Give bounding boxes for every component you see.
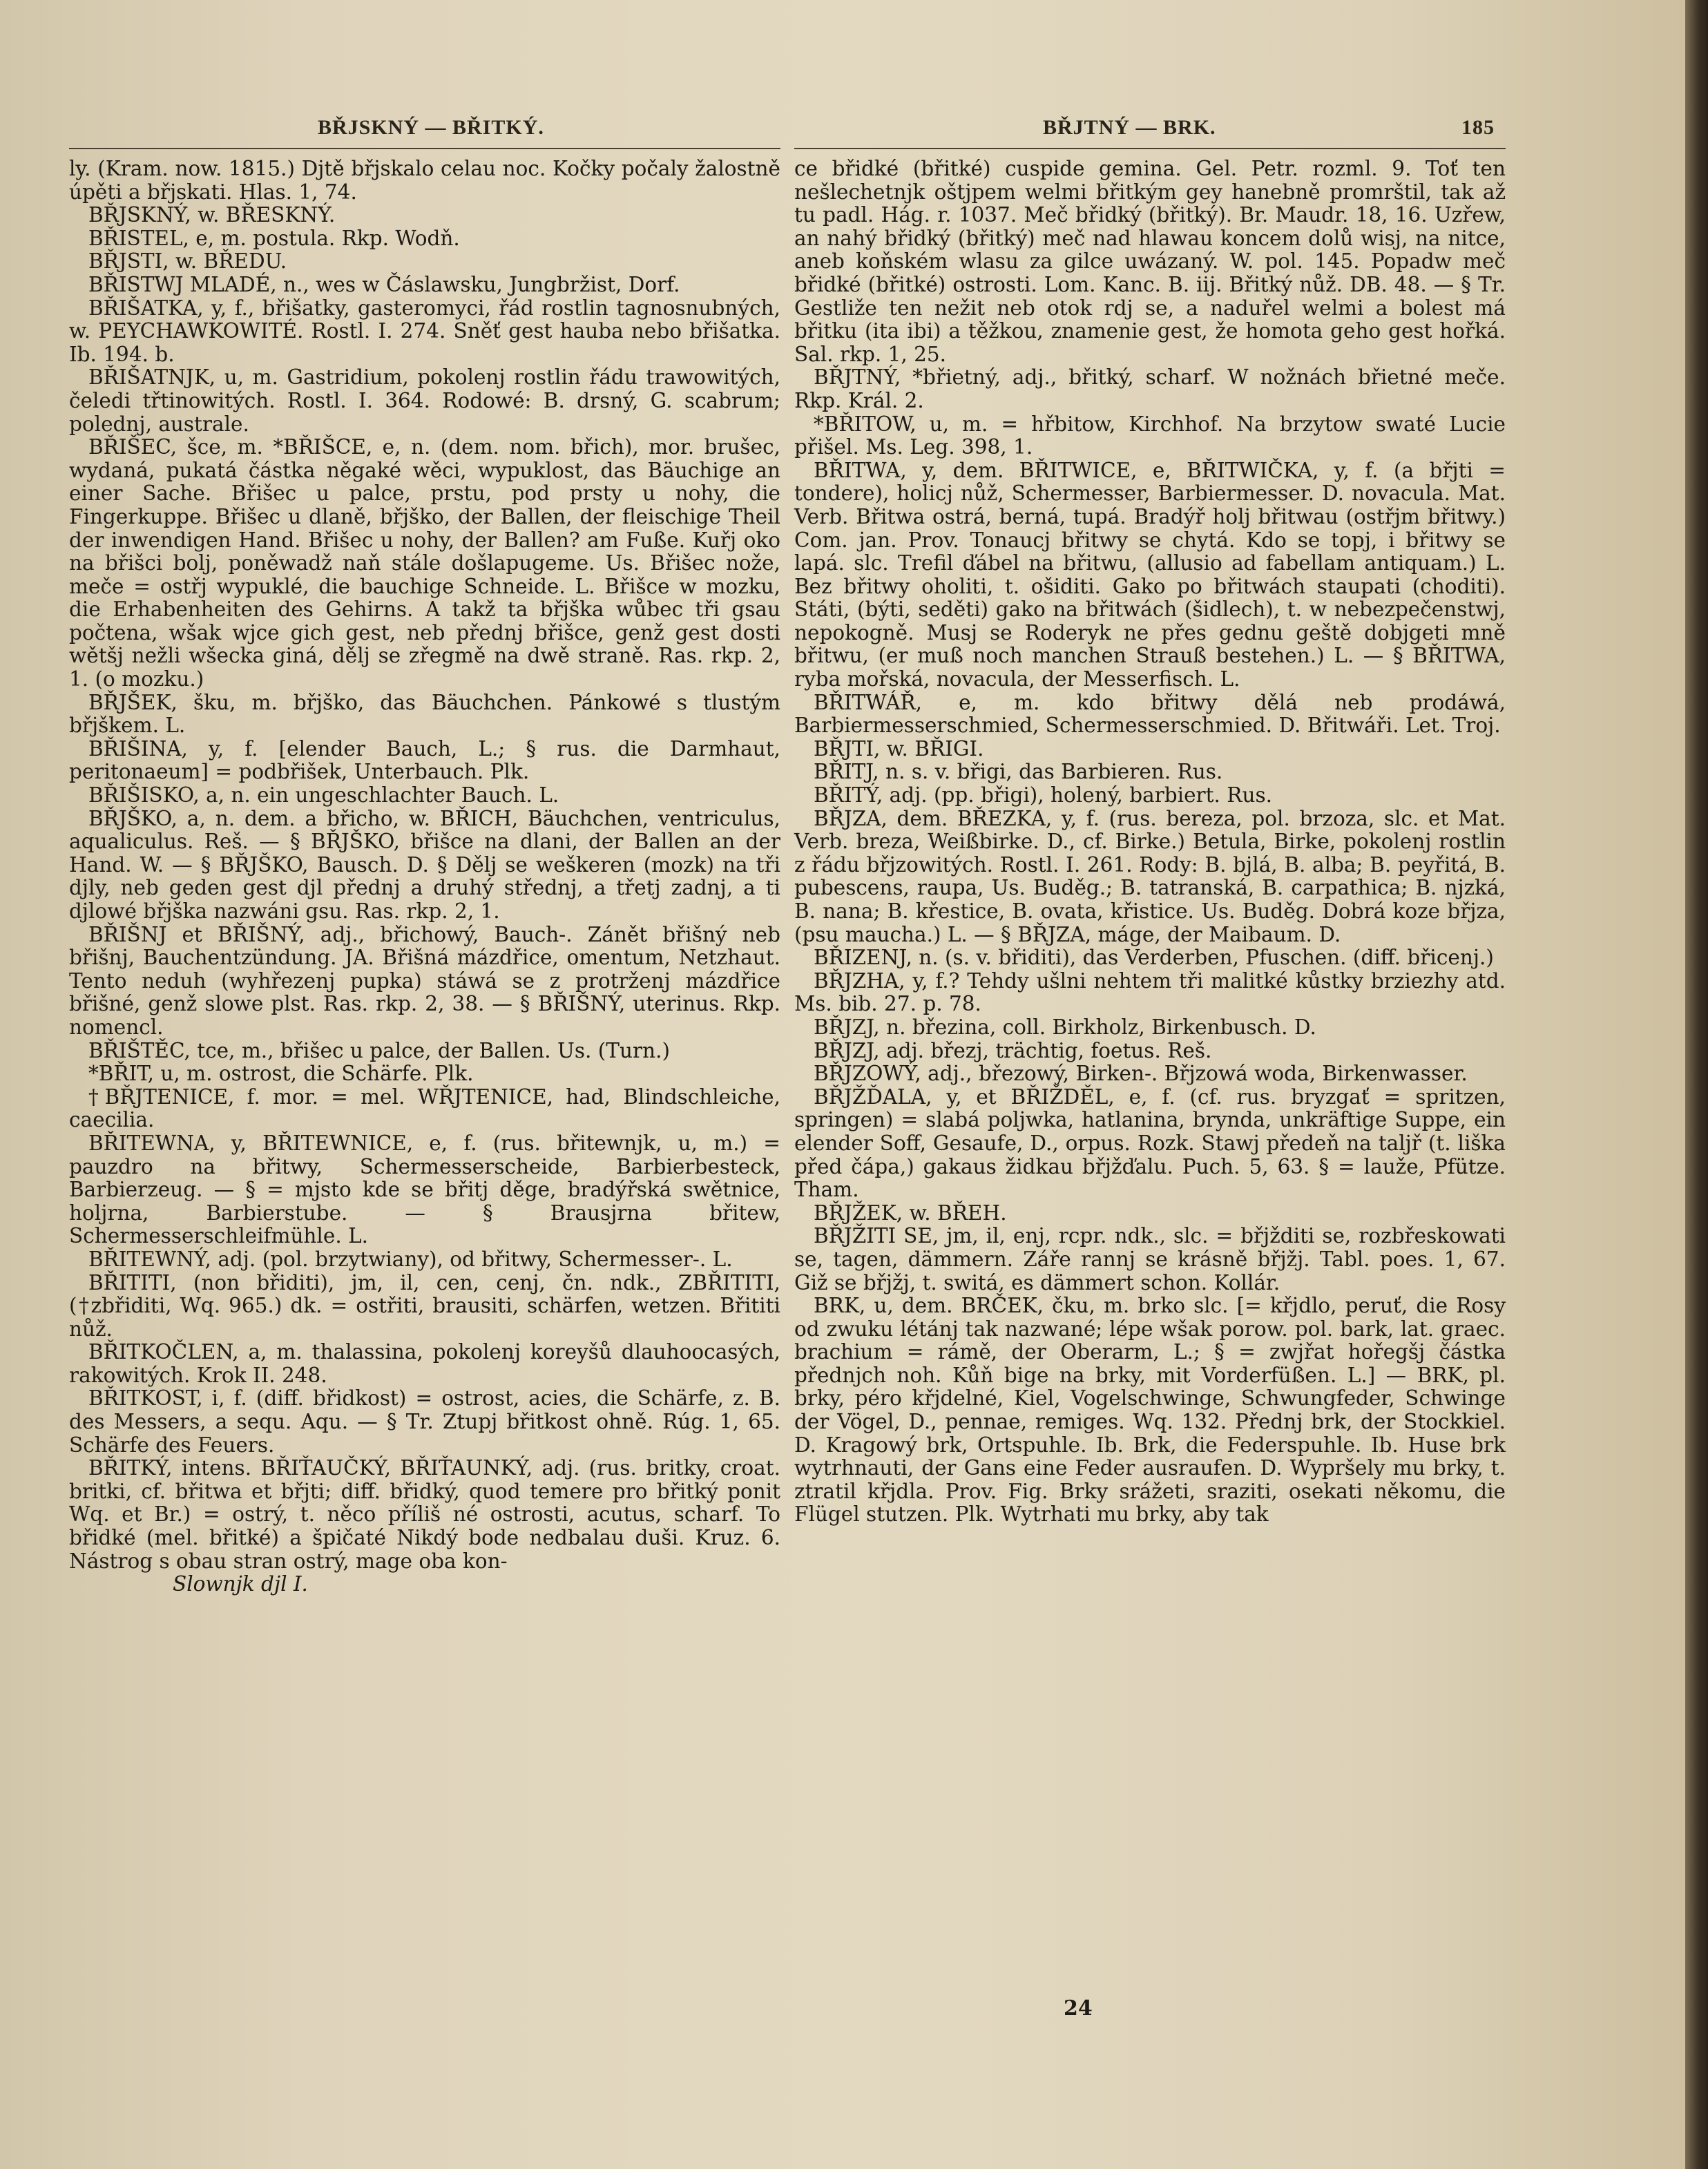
entry: BŘJSTI, w. BŘEDU. (88, 249, 287, 274)
entry: BŘISTEL, e, m. postula. Rkp. Wodň. (88, 226, 460, 250)
signature-mark: 24 (1064, 1996, 1093, 2020)
entry: BŘITJ, n. s. v. břigi, das Barbieren. Rus. (814, 760, 1223, 784)
entry: BŘITEWNA, y, BŘITEWNICE, e, f. (rus. břitewnjk, u, m.) = pauzdro na břitwy, Schermesserscheide, Barbierbesteck, Barbierzeug. — § = mjsto kde se břitj děge, bradýřská swětnice, holjrna, Barbierstube. — § Brausjrna břitew, Schermesserschleifmühle. L. (69, 1131, 780, 1248)
entry: BŘITKOČLEN, a, m. thalassina, pokolenj koreyšů dlauhoocasých, rakowitých. Krok II. 248. (69, 1340, 780, 1387)
entry: BŘISTWJ MLADÉ, n., wes w Čáslawsku, Jungbržist, Dorf. (88, 272, 680, 296)
header-rule-right (794, 148, 1506, 149)
volume-signature: Slownjk djl I. (173, 1572, 308, 1596)
right-column (794, 157, 1506, 1527)
entry: BŘITKÝ, intens. BŘIŤAUČKÝ, BŘIŤAUNKÝ, adj. (rus. britky, croat. britki, cf. břitwa et břjti; diff. břidký, quod temere pro břitký ponit Wq. et Br.) = ostrý, t. něco příliš né ostrosti, acutus, scharf. To břidké (mel. břitké) a špičaté Nikdý bode nedbalau duši. Kruz. 6. Nástrog s obau stran ostrý, mage oba kon- (69, 1456, 780, 1573)
entry: BŘJZHA, y, f.? Tehdy ušlni nehtem tři malitké kůstky brziezhy atd. Ms. bib. 27. p. 78. (794, 968, 1506, 1016)
entry: *BŘIT, u, m. ostrost, die Schärfe. Plk. (88, 1062, 474, 1086)
entry: BŘJTI, w. BŘIGI. (814, 736, 984, 761)
entry: BŘJTNÝ, *břietný, adj., břitký, scharf. W nožnách břietné meče. Rkp. Král. 2. (794, 365, 1506, 412)
entry: BŘJŠEK, šku, m. břjško, das Bäuchchen. Pánkowé s tlustým břjškem. L. (69, 690, 780, 738)
entry: BŘIŠNJ et BŘIŠNÝ, adj., břichowý, Bauch-. Zánět břišný neb břišnj, Bauchentzündung. JA. Břišná mázdřice, omentum, Netzhaut. Tento neduh (wyhřezenj pupka) stáwá se z protrženj mázdřice břišné, genž slowe plst. Ras. rkp. 2, 38. — § BŘIŠNÝ, uterinus. Rkp. nomencl. (69, 922, 780, 1039)
left-column (69, 157, 780, 1596)
entry: BŘIŠTĚC, tce, m., břišec u palce, der Ballen. Us. (Turn.) (88, 1038, 670, 1062)
entry: BŘITWÁŘ, e, m. kdo břitwy dělá neb prodáwá, Barbiermesserschmied, Schermesserschmied. D. Břitwáři. Let. Troj. (794, 690, 1506, 738)
entry: †BŘJTENICE, f. mor. = mel. WŘJTENICE, had, Blindschleiche, caecilia. (69, 1084, 780, 1132)
entry: BŘJZJ, n. březina, coll. Birkholz, Birkenbusch. D. (814, 1015, 1316, 1039)
header-left: BŘJSKNÝ — BŘITKÝ. (318, 116, 544, 139)
entry: BŘITITI, (non břiditi), jm, il, cen, cenj, čn. ndk., ZBŘITITI, (†zbřiditi, Wq. 965.) dk. = ostřiti, brausiti, schärfen, wetzen. Břititi nůž. (69, 1270, 780, 1341)
entry: *BŘITOW, u, m. = hřbitow, Kirchhof. Na brzytow swaté Lucie přišel. Ms. Leg. 398, 1. (794, 412, 1506, 459)
entry: BŘITKOST, i, f. (diff. břidkost) = ostrost, acies, die Schärfe, z. B. des Messers, a sequ. Aqu. — § Tr. Ztupj břitkost ohně. Rúg. 1, 65. Schärfe des Feuers. (69, 1386, 780, 1457)
entry: BŘJŽITI SE, jm, il, enj, rcpr. ndk., slc. = břjžditi se, rozbřeskowati se, tagen, dämmern. Záře rannj se krásně břjžj. Tabl. poes. 1, 67. Giž se břjžj, t. switá, es dämmert schon. Kollár. (794, 1224, 1506, 1294)
entry: BŘJZOWÝ, adj., březowý, Birken-. Břjzowá woda, Birkenwasser. (814, 1062, 1468, 1086)
entry: BRK, u, dem. BRČEK, čku, m. brko slc. [= křjdlo, peruť, die Rosy od zwuku létánj tak nazwané; lépe wšak porow. pol. bark, lat. graec. brachium = rámě, der Oberarm, L.; § = zwjřat hořegšj částka přednjch noh. Kůň bige na brky, mit Vorderfüßen. L.] — BRK, pl. brky, péro křjdelné, Kiel, Vogelschwinge, Schwungfeder, Schwinge der Vögel, D., pennae, remiges. Wq. 132. Přednj brk, der Stockkiel. D. Kragowý brk, Ortspuhle. Ib. Brk, die Federspuhle. Ib. Huse brk wytrhnauti, der Gans eine Feder ausraufen. D. Wypršely mu brky, t. ztratil křjdla. Prov. Fig. Brky srážeti, sraziti, osekati někomu, die Flügel stutzen. Plk. Wytrhati mu brky, aby tak (794, 1294, 1506, 1527)
entry: BŘJŽĎALA, y, et BŘIŽDĚL, e, f. (cf. rus. bryzgať = spritzen, springen) = slabá poljwka, hatlanina, brynda, unkräftige Suppe, ein elender Soff, Gesaufe, D., orpus. Rozk. Stawj předeň na taljř (t. liška před čápa,) gakaus židkau břjžďalu. Puch. 5, 63. § = lauže, Pfütze. Tham. (794, 1084, 1506, 1202)
book-edge (1685, 0, 1708, 2169)
entry: BŘIŠATKA, y, f., břišatky, gasteromyci, řád rostlin tagnosnubných, w. PEYCHAWKOWITÉ. Rostl. I. 274. Sněť gest hauba nebo břišatka. Ib. 194. b. (69, 296, 780, 366)
entry: BŘIŠINA, y, f. [elender Bauch, L.; § rus. die Darmhaut, peritonaeum] = podbřišek, Unterbauch. Plk. (69, 736, 780, 784)
entry: BŘJŠKO, a, n. dem. a břicho, w. BŘICH, Bäuchchen, ventriculus, aqualiculus. Reš. — § BŘJŠKO, břišce na dlani, der Ballen an der Hand. W. — § BŘJŠKO, Bausch. D. § Dělj se weškeren (mozk) na tři djly, neb geden gest djl přednj a druhý střednj, a třetj zadnj, a ti djlowé břjška nazwáni gsu. Ras. rkp. 2, 1. (69, 806, 780, 923)
entry: BŘJZJ, adj. březj, trächtig, foetus. Reš. (814, 1038, 1212, 1062)
header-rule-left (69, 148, 780, 149)
entry: BŘIŠEC, šce, m. *BŘIŠCE, e, n. (dem. nom. břich), mor. brušec, wydaná, pukatá částka něgaké wěci, wypuklost, das Bäuchige an einer Sache. Břišec u palce, prstu, pod prsty u nohy, die Fingerkuppe. Břišec u dlaně, břjško, der Ballen, der fleischige Theil der inwendigen Hand. Břišec u nohy, der Ballen? am Fuße. Kuřj oko na břišci bolj, poněwadž naň stále došlapugeme. Us. Břišec nože, meče = ostřj wypuklé, die bauchige Schneide. L. Břišce w mozku, die Erhabenheiten des Gehirns. A takž ta břjška wůbec tři gsau počtena, wšak wjce gich gest, neb přednj břišce, genž gest dosti wětšj nežli wšecka giná, dělj se zřegmě na dwě straně. Ras. rkp. 2, 1. (o mozku.) (69, 435, 780, 691)
entry: ly. (Kram. now. 1815.) Djtě břjskalo celau noc. Kočky počaly žalostně úpěti a břjskati. Hlas. 1, 74. (69, 157, 780, 204)
entry: BŘIŠATNJK, u, m. Gastridium, pokolenj rostlin řádu trawowitých, čeledi třtinowitých. Rostl. I. 364. Rodowé: B. drsný, G. scabrum; polednj, australe. (69, 365, 780, 436)
entry: BŘITÝ, adj. (pp. břigi), holený, barbiert. Rus. (814, 783, 1272, 808)
entry: BŘJSKNÝ, w. BŘESKNÝ. (88, 203, 336, 227)
entry: BŘITWA, y, dem. BŘITWICE, e, BŘITWIČKA, y, f. (a břjti = tondere), holicj nůž, Schermesser, Barbiermesser. D. novacula. Mat. Verb. Břitwa ostrá, berná, tupá. Bradýř holj břitwau (ostřjm břitwy.) Com. jan. Prov. Tonaucj břitwy se chytá. Kdo se topj, i břitwy se lapá. slc. Trefil ďábel na břitwu, (allusio ad fabellam antiquam.) L. Bez břitwy oholiti, t. ošiditi. Gako po břitwách staupati (choditi). Státi, (býti, seděti) gako na břitwách (šidlech), t. w nebezpečenstwj, nepokogně. Musj se Roderyk ne přes gednu geště dobjgeti mně břitwu, (er muß noch manchen Strauß bestehen.) L. — § BŘITWA, ryba mořská, novacula, der Messerfisch. L. (794, 458, 1506, 691)
entry: BŘIZENJ, n. (s. v. břiditi), das Verderben, Pfuschen. (diff. břicenj.) (814, 946, 1494, 970)
entry: BŘJZA, dem. BŘEZKA, y, f. (rus. bereza, pol. brzoza, slc. et Mat. Verb. breza, Weißbirke. D., cf. Birke.) Betula, Birke, pokolenj rostlin z řádu břjzowitých. Rostl. I. 261. Rody: B. bjlá, B. alba; B. peyřitá, B. pubescens, raupa, Us. Buděg.; B. tatranská, B. carpathica; B. njzká, B. nana; B. křestice, B. ovata, křistice. Us. Buděg. Dobrá koze břjza, (psu maucha.) L. — § BŘJZA, máge, der Maibaum. D. (794, 806, 1506, 946)
entry: BŘJŽEK, w. BŘEH. (814, 1201, 1007, 1225)
page-number: 185 (1461, 116, 1495, 139)
entry: BŘIŠISKO, a, n. ein ungeschlachter Bauch. L. (88, 783, 559, 808)
entry: ce břidké (břitké) cuspide gemina. Gel. Petr. rozml. 9. Toť ten nešlechetnjk oštjpem welmi břitkým gey hanebně promrštil, tak až tu padl. Hág. r. 1037. Meč břidký (břitký). Br. Maudr. 18, 16. Uzřew, an nahý břidký (břitký) meč nad hlawau koncem dolů wisj, na nitce, aneb koňském wlasu za gilce uwázaný. W. pol. 145. Popadw meč břidké (břitké) ostrosti. Lom. Kanc. B. iij. Břitký nůž. DB. 48. — § Tr. Gestliže ten nežit neb otok rdj se, a naduřel welmi a bolest má břitku (ita ibi) a těžkou, znamenie gest, že homota geho gest hořká. Sal. rkp. 1, 25. (794, 157, 1506, 366)
header-right: BŘJTNÝ — BRK. (1043, 116, 1216, 139)
entry: BŘITEWNÝ, adj. (pol. brzytwiany), od břitwy, Schermesser-. L. (88, 1247, 733, 1271)
